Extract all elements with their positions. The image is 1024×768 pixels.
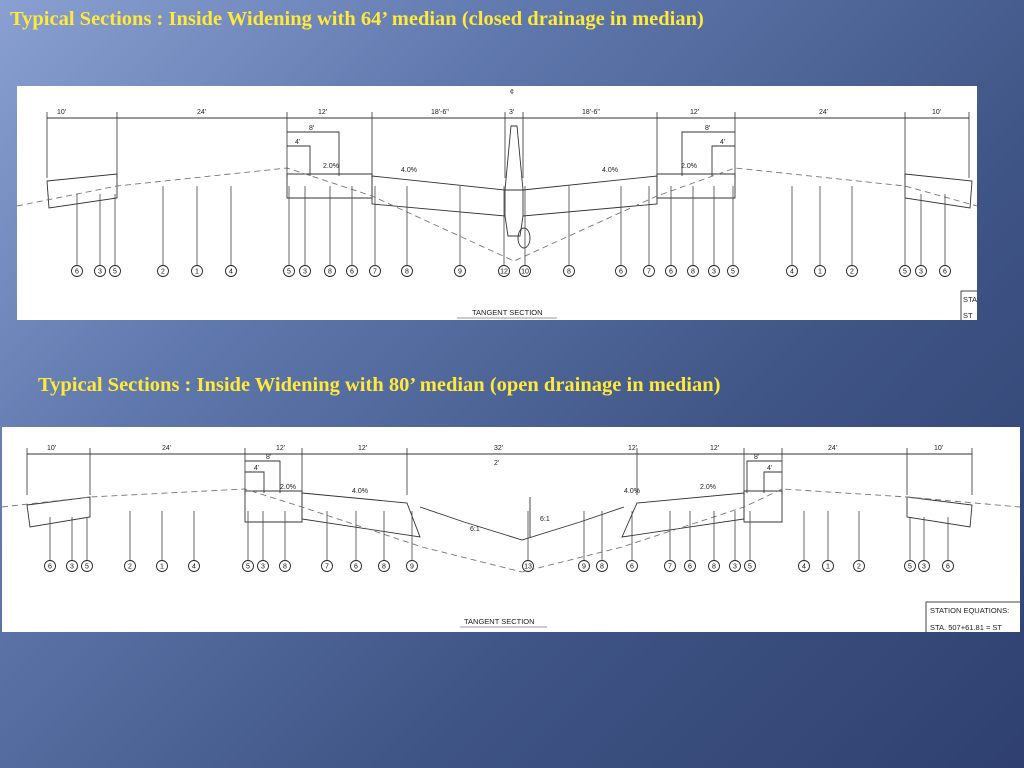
- slide-title-1: Typical Sections : Inside Widening with 64’ median (closed drainage in median): [10, 8, 704, 30]
- callout-marker: [823, 561, 834, 572]
- slope-3: 4.0%: [602, 167, 618, 174]
- callout-number: 6: [688, 563, 692, 571]
- callout-number: 6: [48, 563, 52, 571]
- callout-number: 5: [287, 268, 291, 276]
- median-drain-pipe: [505, 216, 523, 236]
- callout-number: 1: [818, 268, 822, 276]
- callout-marker: [709, 266, 720, 277]
- diagram-caption-1: TANGENT SECTION: [472, 308, 543, 317]
- callout-marker: [351, 561, 362, 572]
- tangent-section-diagram-1: [17, 86, 977, 320]
- callout-marker: [579, 561, 590, 572]
- dim-top-6: 18'-6": [582, 109, 600, 116]
- left-widening-block: [245, 491, 302, 522]
- dim-top-5: 3': [509, 109, 515, 116]
- callout-marker: [919, 561, 930, 572]
- callout-number: 3: [261, 563, 265, 571]
- callout-number: 1: [826, 563, 830, 571]
- callout-number: 8: [712, 563, 716, 571]
- callout-number: 8: [405, 268, 409, 276]
- callout-number: 4: [229, 268, 233, 276]
- callout-number: 3: [70, 563, 74, 571]
- callout-marker: [280, 561, 291, 572]
- callout-marker: [67, 561, 78, 572]
- callout-number: 3: [733, 563, 737, 571]
- callout-number: 7: [647, 268, 651, 276]
- callout-number: 3: [919, 268, 923, 276]
- dim-top-6: 12': [628, 445, 638, 452]
- right-outside-shoulder: [907, 497, 972, 527]
- callout-marker: [157, 561, 168, 572]
- dim-sub-left-4: 4': [295, 139, 301, 146]
- callout-number: 5: [731, 268, 735, 276]
- callout-marker: [95, 266, 106, 277]
- dim-top-1: 10': [57, 109, 67, 116]
- callout-marker: [45, 561, 56, 572]
- callout-marker: [666, 266, 677, 277]
- callout-number: 3: [98, 268, 102, 276]
- callout-number: 6: [630, 563, 634, 571]
- left-travel-lanes: [302, 493, 420, 537]
- callout-marker: [325, 266, 336, 277]
- callout-marker: [82, 561, 93, 572]
- callout-marker: [402, 266, 413, 277]
- callout-marker: [455, 266, 466, 277]
- dim-sub-right-8: 8': [754, 454, 760, 461]
- median-ditch: [420, 507, 624, 540]
- callout-number: 7: [325, 563, 329, 571]
- dim-top-1: 10': [47, 445, 57, 452]
- callout-number: 8: [382, 563, 386, 571]
- callout-number: 6: [669, 268, 673, 276]
- callout-marker: [370, 266, 381, 277]
- callout-number: 8: [600, 563, 604, 571]
- tangent-section-diagram-2: [2, 427, 1020, 632]
- dim-sub-right-8: 8': [705, 125, 711, 132]
- callout-marker: [940, 266, 951, 277]
- slope-4: 2.0%: [681, 163, 697, 170]
- callout-marker: [158, 266, 169, 277]
- callout-number: 6: [943, 268, 947, 276]
- right-travel-lanes: [523, 176, 657, 216]
- callout-marker: [854, 561, 865, 572]
- callout-number: 2: [850, 268, 854, 276]
- callout-number: 3: [712, 268, 716, 276]
- callout-number: 5: [113, 268, 117, 276]
- diagram-caption-2: TANGENT SECTION: [464, 617, 535, 626]
- callout-marker: [72, 266, 83, 277]
- callout-marker: [520, 266, 531, 277]
- callout-number: 4: [192, 563, 196, 571]
- dim-top-7: 12': [690, 109, 700, 116]
- dim-top-9: 10': [934, 445, 944, 452]
- callout-marker: [709, 561, 720, 572]
- callout-number: 3: [303, 268, 307, 276]
- right-travel-lanes: [622, 493, 744, 537]
- callout-marker: [243, 561, 254, 572]
- dim-sub-left-8: 8': [266, 454, 272, 461]
- dim-top-4: 12': [358, 445, 368, 452]
- callout-number: 10: [521, 268, 529, 276]
- callout-number: 2: [161, 268, 165, 276]
- callout-marker: [730, 561, 741, 572]
- dim-sub-right-4: 4': [767, 465, 773, 472]
- callout-number: 2: [128, 563, 132, 571]
- callout-number: 6: [619, 268, 623, 276]
- callout-marker: [300, 266, 311, 277]
- dim-top-3: 12': [318, 109, 328, 116]
- callout-marker: [745, 561, 756, 572]
- callout-number: 13: [524, 563, 532, 571]
- dim-4-right: [712, 146, 735, 176]
- station-box-line-1: STATION EQUATIONS:: [930, 606, 1010, 615]
- callout-marker: [799, 561, 810, 572]
- slope-2: 4.0%: [352, 488, 368, 495]
- dim-top-7: 12': [710, 445, 720, 452]
- callout-number: 9: [458, 268, 462, 276]
- callout-marker: [347, 266, 358, 277]
- callout-marker: [226, 266, 237, 277]
- slope-2: 4.0%: [401, 167, 417, 174]
- dim-top-2: 24': [197, 109, 207, 116]
- callout-marker: [407, 561, 418, 572]
- callout-number: 8: [691, 268, 695, 276]
- callout-number: 6: [354, 563, 358, 571]
- callout-marker: [616, 266, 627, 277]
- callout-marker: [189, 561, 200, 572]
- callout-marker: [847, 266, 858, 277]
- callout-marker: [943, 561, 954, 572]
- callout-marker: [284, 266, 295, 277]
- callout-marker: [564, 266, 575, 277]
- callout-marker: [916, 266, 927, 277]
- side-slope-right: 6:1: [540, 516, 550, 523]
- median-drain-inlet: [518, 228, 530, 248]
- callout-number: 8: [328, 268, 332, 276]
- callout-number: 2: [857, 563, 861, 571]
- station-box-line-2: STA. 507+61.81 = ST: [930, 623, 1002, 632]
- callout-number: 9: [582, 563, 586, 571]
- callout-marker: [815, 266, 826, 277]
- callout-number: 4: [802, 563, 806, 571]
- callout-marker: [688, 266, 699, 277]
- left-outside-shoulder: [27, 497, 90, 527]
- callout-number: 1: [160, 563, 164, 571]
- callout-marker: [900, 266, 911, 277]
- dim-4-left: [245, 472, 264, 493]
- callout-number: 8: [567, 268, 571, 276]
- section-drawing-80-median: [2, 427, 1020, 632]
- callout-marker: [322, 561, 333, 572]
- slope-3: 4.0%: [624, 488, 640, 495]
- callout-marker: [110, 266, 121, 277]
- slope-1: 2.0%: [323, 163, 339, 170]
- left-outside-shoulder: [47, 174, 117, 208]
- callout-number: 7: [373, 268, 377, 276]
- callout-number: 6: [75, 268, 79, 276]
- side-slope-left: 6:1: [470, 526, 480, 533]
- section-drawing-64-median: [17, 86, 977, 320]
- callout-marker: [728, 266, 739, 277]
- callout-marker: [125, 561, 136, 572]
- callout-marker: [499, 266, 510, 277]
- slope-1: 2.0%: [280, 484, 296, 491]
- station-box-line-1: STA: [963, 295, 977, 304]
- callout-marker: [905, 561, 916, 572]
- centerline-mark: ¢: [510, 89, 514, 96]
- dim-top-5: 32': [494, 445, 504, 452]
- callout-marker: [523, 561, 534, 572]
- callout-marker: [665, 561, 676, 572]
- callout-marker: [192, 266, 203, 277]
- dim-top-9: 10': [932, 109, 942, 116]
- station-box-line-2: ST: [963, 311, 973, 320]
- subgrade-line: [2, 489, 1020, 572]
- callout-number: 5: [748, 563, 752, 571]
- callout-marker: [644, 266, 655, 277]
- callout-number: 5: [85, 563, 89, 571]
- median-dim: 2': [494, 460, 500, 467]
- callout-number: 6: [350, 268, 354, 276]
- callout-number: 8: [283, 563, 287, 571]
- dim-8-left: [245, 461, 280, 493]
- callout-number: 6: [946, 563, 950, 571]
- dim-sub-left-8: 8': [309, 125, 315, 132]
- callout-number: 5: [908, 563, 912, 571]
- dim-top-3: 12': [276, 445, 286, 452]
- dim-top-8: 24': [819, 109, 829, 116]
- right-outside-shoulder: [905, 174, 972, 208]
- slide-title-2: Typical Sections : Inside Widening with 80’ median (open drainage in median): [38, 374, 721, 396]
- callout-marker: [597, 561, 608, 572]
- dim-top-4: 18'-6": [431, 109, 449, 116]
- callout-marker: [379, 561, 390, 572]
- callout-marker: [258, 561, 269, 572]
- callout-marker: [685, 561, 696, 572]
- dim-top-8: 24': [828, 445, 838, 452]
- dim-sub-right-4: 4': [720, 139, 726, 146]
- callout-number: 5: [246, 563, 250, 571]
- right-widening-block: [657, 174, 735, 198]
- slope-4: 2.0%: [700, 484, 716, 491]
- dim-sub-left-4: 4': [254, 465, 260, 472]
- callout-number: 12: [500, 268, 508, 276]
- median-barrier: [505, 126, 523, 190]
- left-travel-lanes: [372, 176, 505, 216]
- dim-top-2: 24': [162, 445, 172, 452]
- callout-number: 5: [903, 268, 907, 276]
- subgrade-line: [17, 168, 977, 261]
- left-widening-block: [287, 174, 372, 198]
- callout-number: 1: [195, 268, 199, 276]
- callout-number: 7: [668, 563, 672, 571]
- callout-number: 3: [922, 563, 926, 571]
- callout-marker: [787, 266, 798, 277]
- callout-number: 9: [410, 563, 414, 571]
- callout-marker: [627, 561, 638, 572]
- callout-number: 4: [790, 268, 794, 276]
- dim-8-right: [747, 461, 782, 493]
